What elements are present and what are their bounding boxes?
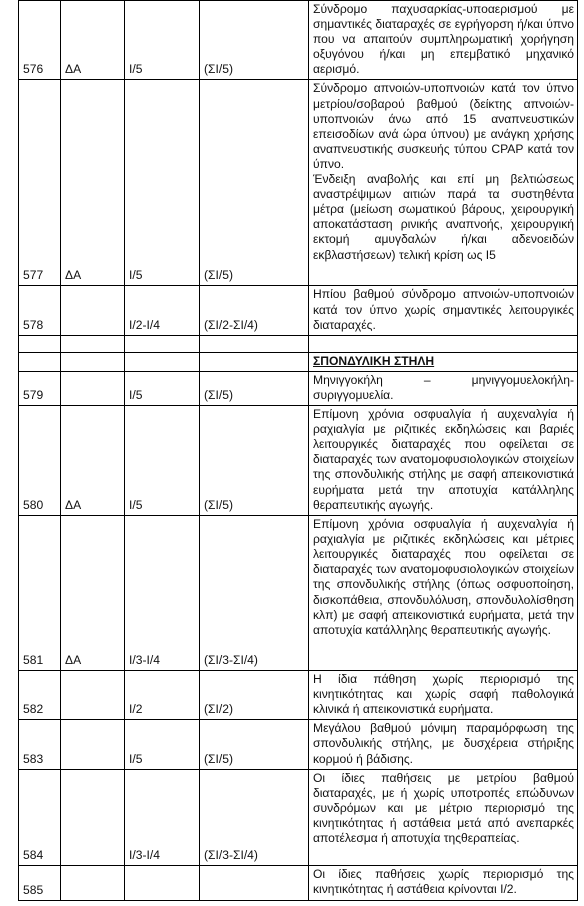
table-row-578: [19, 286, 578, 335]
row-number: 577: [19, 80, 61, 286]
row-description: Επίμονη χρόνια οσφυαλγία ή αυχεναλγία ή ραχιαλγία με ριζιτικές εκδηλώσεις και βαριές λειτουργικές διαταραχές που οφείλεται σε διαταραχές των ανατομοφυσιολογικών στοιχείων της σπονδυλικής στήλης με σαφή απεικονιστικά ευρήματα μετά την αποτυχία κατάλληλης θεραπευτικής αγωγής.: [309, 406, 578, 516]
row-description: Οι ίδιες παθήσεις χωρίς περιορισμό της κινητικότητας ή αστάθεια κρίνονται Ι/2.: [309, 865, 578, 900]
row-alt-code: (ΣΙ/2-ΣΙ/4): [200, 286, 309, 335]
row-code: Ι/3-Ι/4: [125, 516, 200, 671]
row-flag: [61, 286, 125, 335]
row-flag: ΔΑ: [61, 1, 125, 80]
row-description-cell: [309, 80, 578, 286]
row-description: Σύνδρομο παχυσαρκίας-υποαερισμού με σημαντικές διαταραχές σε εγρήγορση ή/και ύπνο που να απαιτούν συμπληρωματική χορήγηση οξυγόνου ή/και μη επεμβατικό μηχανικό αερισμό.: [309, 1, 578, 80]
row-number: 582: [19, 671, 61, 720]
row-code: Ι/2: [125, 671, 200, 720]
row-number: 584: [19, 769, 61, 865]
table-row-581: [19, 516, 578, 671]
row-code: [125, 865, 200, 900]
table-row-section: [19, 352, 578, 371]
row-code: Ι/5: [125, 80, 200, 286]
row-code: Ι/5: [125, 720, 200, 769]
empty-cell: [19, 335, 61, 352]
row-description: Οι ίδιες παθήσεις με μετρίου βαθμού διαταραχές, με ή χωρίς υποτροπές επώδυνων συνδρόμων και με μέτριο περιορισμό της κινητικότητας ή αστάθεια μετά από ανεπαρκές αποτέλεσμα ή αποτυχία τηςθεραπείας.: [309, 769, 578, 865]
row-description: Επίμονη χρόνια οσφυαλγία ή αυχεναλγία ή ραχιαλγία με ριζιτικές εκδηλώσεις και μέτριες λειτουργικές διαταραχές που οφείλεται σε διαταραχές των ανατομοφυσιολογικών στοιχείων της σπονδυλικής στήλης (όπως οσφυοποίηση, δισκοπάθεια, σπονδυλόλυση, σπονδυλολίσθηση κλπ) με σαφή απεικονιστικά ευρήματα, μετά την αποτυχία κατάλληλης θεραπευτικής αγωγής.: [309, 516, 578, 671]
row-description: Σύνδρομο απνοιών-υποπνοιών κατά τον ύπνο μετρίου/σοβαρού βαθμού (δείκτης απνοιών-υποπνοιών άνω από 15 αναπνευστικών επεισοδίων ανά ώρα ύπνου) με ανάγκη χρήσης αναπνευστικής συσκευής τύπου CPAP κατά τον ύπνο.: [313, 81, 574, 171]
row-alt-code: (ΣΙ/5): [200, 720, 309, 769]
row-number: 583: [19, 720, 61, 769]
empty-cell: [200, 335, 309, 352]
row-code: Ι/2-Ι/4: [125, 286, 200, 335]
row-alt-code: (ΣΙ/5): [200, 406, 309, 516]
table-row-576: [19, 1, 578, 80]
row-flag: ΔΑ: [61, 516, 125, 671]
table-row-blank: [19, 335, 578, 352]
row-flag: [61, 720, 125, 769]
row-alt-code: (ΣΙ/5): [200, 1, 309, 80]
table-row-582: [19, 671, 578, 720]
row-flag: [61, 865, 125, 900]
row-code: Ι/5: [125, 1, 200, 80]
row-alt-code: (ΣΙ/5): [200, 80, 309, 286]
row-alt-code: [200, 865, 309, 900]
row-number: 578: [19, 286, 61, 335]
empty-cell: [125, 352, 200, 371]
empty-cell: [125, 335, 200, 352]
empty-cell: [61, 352, 125, 371]
row-number: 576: [19, 1, 61, 80]
row-alt-code: (ΣΙ/2): [200, 671, 309, 720]
table-row-579: [19, 371, 578, 405]
row-flag: [61, 769, 125, 865]
table-row-580: [19, 406, 578, 516]
classification-table: [18, 0, 578, 901]
row-description-note: Ένδειξη αναβολής και επί μη βελτιώσεως αναστρέψιμων αιτιών παρά τα συστηθέντα μέτρα (μείωση σωματικού βάρους, χειρουργική αποκατάσταση ρινικής αναπνοής, χειρουργική εκτομή αμυγδαλών ή/και αδενοειδών εκβλαστήσεων) τελική κρίση ως Ι5: [313, 172, 574, 262]
row-flag: ΔΑ: [61, 406, 125, 516]
table-row-583: [19, 720, 578, 769]
row-description: Μηνιγγοκήλη – μηνιγγομυελοκήλη-συριγγομυελία.: [309, 371, 578, 405]
row-number: 585: [19, 865, 61, 900]
row-flag: [61, 371, 125, 405]
table-row-577: [19, 80, 578, 286]
row-alt-code: (ΣΙ/3-ΣΙ/4): [200, 769, 309, 865]
section-heading: ΣΠΟΝΔΥΛΙΚΗ ΣΤΗΛΗ: [309, 352, 578, 371]
row-code: Ι/5: [125, 371, 200, 405]
row-alt-code: (ΣΙ/5): [200, 371, 309, 405]
row-description: Ηπίου βαθμού σύνδρομο απνοιών-υποπνοιών κατά τον ύπνο χωρίς σημαντικές λειτουργικές διαταραχές.: [309, 286, 578, 335]
empty-cell: [61, 335, 125, 352]
row-alt-code: (ΣΙ/3-ΣΙ/4): [200, 516, 309, 671]
row-number: 581: [19, 516, 61, 671]
table-row-585: [19, 865, 578, 900]
empty-cell: [19, 352, 61, 371]
table-row-584: [19, 769, 578, 865]
row-description: Η ίδια πάθηση χωρίς περιορισμό της κινητικότητας και χωρίς σαφή παθολογικά κλινικά ή απεικονιστικά ευρήματα.: [309, 671, 578, 720]
row-number: 579: [19, 371, 61, 405]
empty-cell: [309, 335, 578, 352]
row-flag: [61, 671, 125, 720]
row-flag: ΔΑ: [61, 80, 125, 286]
empty-cell: [200, 352, 309, 371]
row-description: Μεγάλου βαθμού μόνιμη παραμόρφωση της σπονδυλικής στήλης, με δυσχέρεια στήριξης κορμού ή βάδισης.: [309, 720, 578, 769]
row-number: 580: [19, 406, 61, 516]
row-code: Ι/3-Ι/4: [125, 769, 200, 865]
row-code: Ι/5: [125, 406, 200, 516]
